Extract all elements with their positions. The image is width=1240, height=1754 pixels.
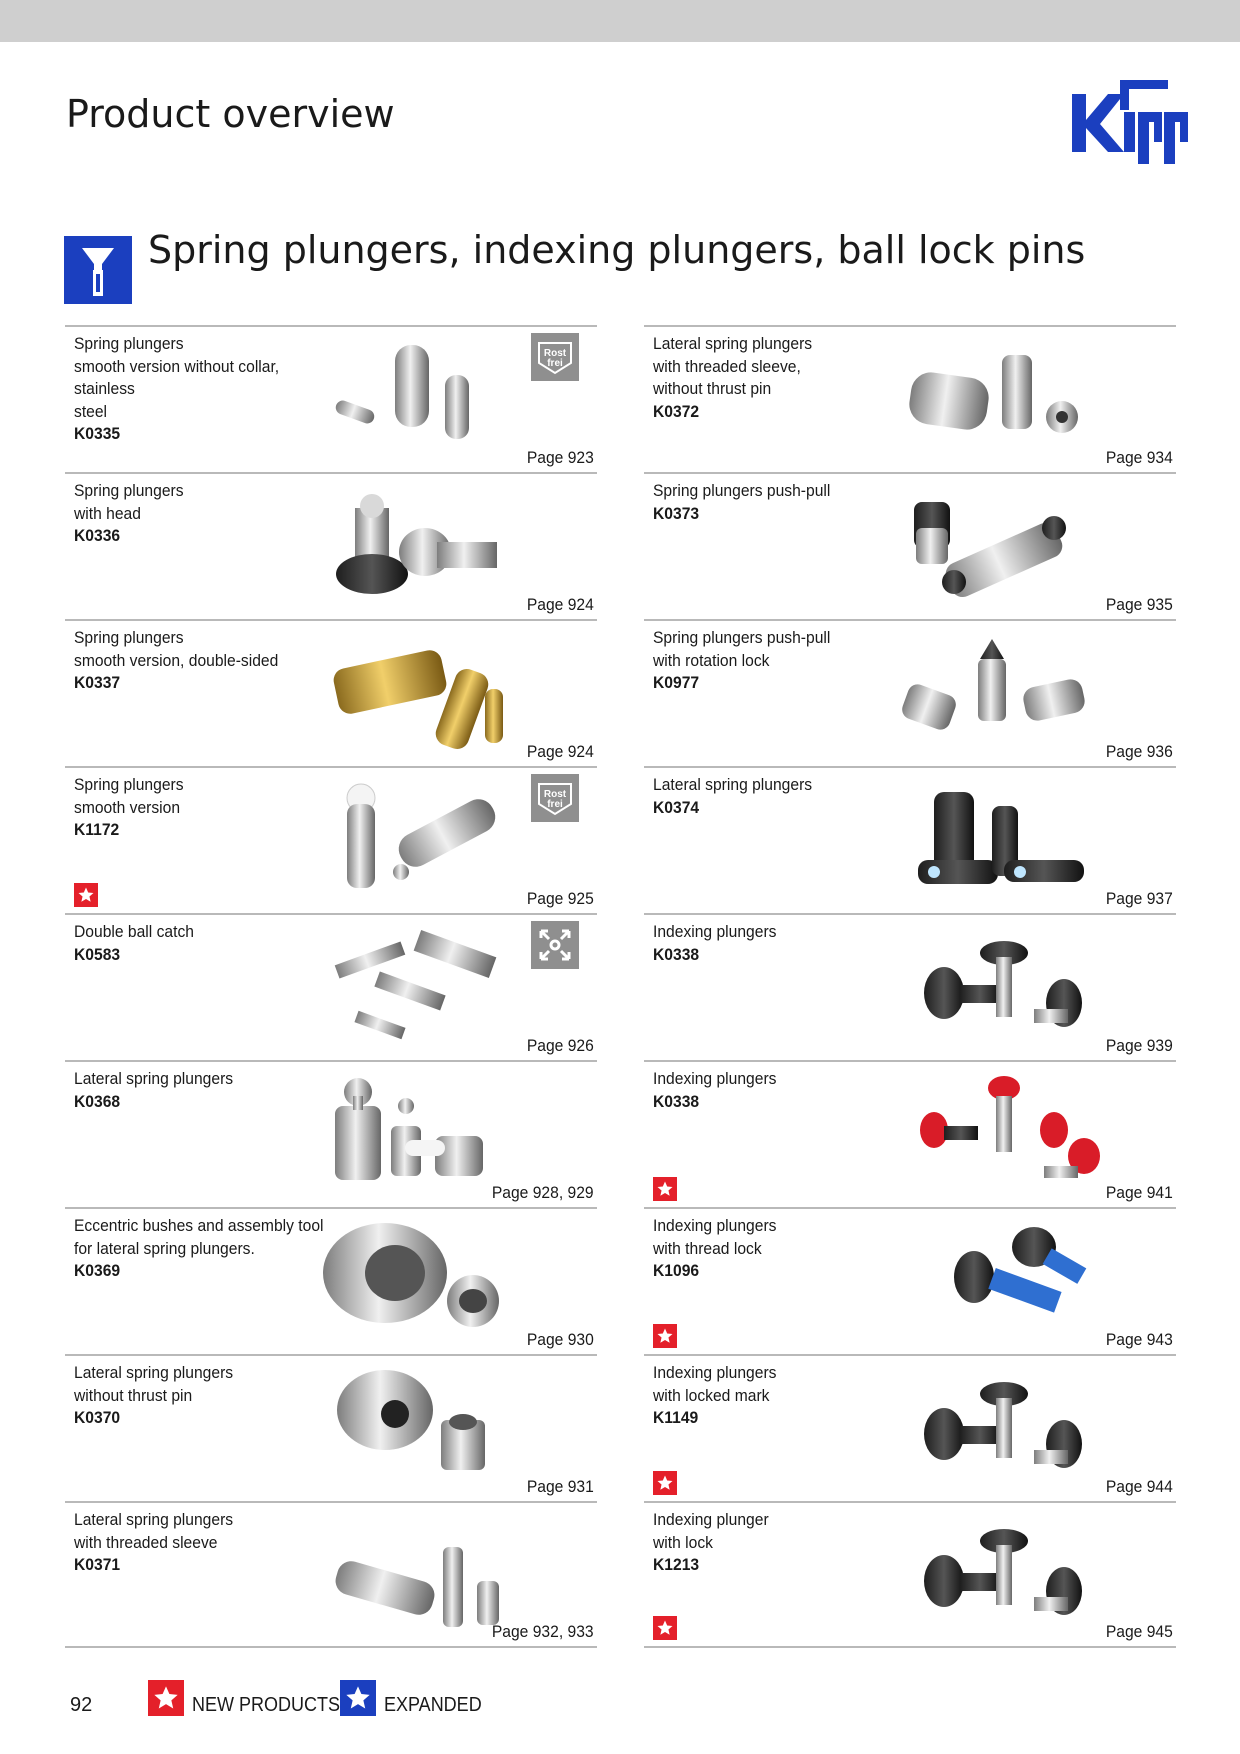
expand-arrows-icon xyxy=(531,921,579,969)
left-product-column xyxy=(65,325,597,1648)
product-code: K0374 xyxy=(653,797,700,817)
product-name-line: Spring plungers xyxy=(74,334,184,353)
product-entry xyxy=(65,913,597,1060)
new-products-star-icon xyxy=(148,1680,184,1716)
product-image xyxy=(874,1364,1124,1492)
product-code: K0372 xyxy=(653,401,700,421)
product-name-line: without thrust pin xyxy=(74,1385,193,1405)
new-product-star-icon xyxy=(653,1616,677,1640)
product-name-line: Indexing plungers xyxy=(653,1216,777,1235)
rostfrei-text-1: Rost xyxy=(543,789,567,800)
page-reference: Page 925 xyxy=(527,889,594,908)
product-name-line: Lateral spring plungers xyxy=(74,1510,234,1529)
product-name-line: with head xyxy=(74,503,141,523)
expanded-label: EXPANDED xyxy=(384,1694,482,1716)
product-code: K0583 xyxy=(74,944,121,964)
plunger-icon xyxy=(64,236,132,304)
right-product-column xyxy=(644,325,1176,1648)
product-name-line: Double ball catch xyxy=(74,922,194,941)
product-image xyxy=(295,923,545,1051)
page-reference: Page 937 xyxy=(1106,889,1173,908)
page-reference: Page 923 xyxy=(527,448,594,467)
product-image xyxy=(295,1364,545,1492)
page-reference: Page 928, 929 xyxy=(492,1183,594,1202)
product-entry xyxy=(65,619,597,766)
page-reference: Page 934 xyxy=(1106,448,1173,467)
product-entry xyxy=(65,1207,597,1354)
product-name-line: with thread lock xyxy=(653,1238,762,1258)
product-code: K1172 xyxy=(74,820,120,839)
new-product-star-icon xyxy=(74,883,98,907)
product-image xyxy=(874,1511,1124,1639)
product-name-line: Eccentric bushes and assembly tool xyxy=(74,1216,324,1235)
new-product-star-icon xyxy=(653,1324,677,1348)
product-entry xyxy=(644,1207,1176,1354)
footer xyxy=(0,1680,1240,1740)
product-image xyxy=(874,482,1124,610)
product-image xyxy=(295,629,545,757)
page-reference: Page 924 xyxy=(527,742,594,761)
expanded-star-icon xyxy=(340,1680,376,1716)
page-reference: Page 931 xyxy=(527,1477,594,1496)
product-entry xyxy=(644,1354,1176,1501)
product-code: K0368 xyxy=(74,1091,121,1111)
product-name-line: Indexing plunger xyxy=(653,1510,769,1529)
new-products-label: NEW PRODUCTS xyxy=(192,1694,341,1716)
rostfrei-text-2: frei xyxy=(547,358,563,369)
product-name-line: Lateral spring plungers xyxy=(74,1363,234,1382)
product-name-line: without thrust pin xyxy=(653,379,772,398)
product-image xyxy=(874,1070,1124,1198)
product-name-line: with threaded sleeve xyxy=(74,1532,218,1552)
product-image xyxy=(874,923,1124,1051)
product-entry xyxy=(65,766,597,913)
product-code: K0370 xyxy=(74,1408,121,1427)
product-name-line: for lateral spring plungers. xyxy=(74,1238,255,1258)
product-name-line: Spring plungers xyxy=(74,628,184,647)
product-entry xyxy=(65,1060,597,1207)
page-reference: Page 930 xyxy=(527,1330,594,1349)
product-code: K0371 xyxy=(74,1555,121,1574)
page-reference: Page 939 xyxy=(1106,1036,1173,1055)
product-name-line: Spring plungers xyxy=(74,481,184,500)
product-entry xyxy=(644,1060,1176,1207)
rostfrei-badge-icon xyxy=(531,774,579,822)
product-name-line: steel xyxy=(74,401,108,421)
product-code: K0369 xyxy=(74,1261,121,1280)
new-product-star-icon xyxy=(653,1471,677,1495)
product-code: K0337 xyxy=(74,673,121,692)
product-name-line: with locked mark xyxy=(653,1385,770,1405)
section-title: Spring plungers, indexing plungers, ball lock pins xyxy=(148,228,1086,272)
new-product-star-icon xyxy=(653,1177,677,1201)
product-entry xyxy=(644,1501,1176,1648)
product-name-line: Indexing plungers xyxy=(653,922,777,941)
page-reference: Page 943 xyxy=(1106,1330,1173,1349)
product-entry xyxy=(644,619,1176,766)
page-reference: Page 932, 933 xyxy=(492,1622,594,1641)
product-entry xyxy=(65,1354,597,1501)
product-image xyxy=(874,1217,1124,1345)
product-image xyxy=(295,776,545,904)
rostfrei-text-2: frei xyxy=(547,799,563,810)
product-name-line: Spring plungers push-pull xyxy=(653,628,831,647)
page-title: Product overview xyxy=(66,92,395,136)
product-name-line: smooth version xyxy=(74,797,181,817)
product-entry xyxy=(644,325,1176,472)
product-entry xyxy=(644,472,1176,619)
page-reference: Page 945 xyxy=(1106,1622,1173,1641)
rostfrei-text-1: Rost xyxy=(543,348,567,359)
product-name-line: Lateral spring plungers xyxy=(74,1069,234,1088)
product-code: K0338 xyxy=(653,944,700,964)
product-name-line: smooth version, double-sided xyxy=(74,650,279,670)
product-name-line: with lock xyxy=(653,1532,713,1552)
top-bar xyxy=(0,0,1240,42)
product-code: K1096 xyxy=(653,1261,700,1280)
product-name-line: Indexing plungers xyxy=(653,1363,777,1382)
product-entry xyxy=(644,766,1176,913)
product-name-line: Lateral spring plungers xyxy=(653,334,813,353)
product-name-line: with threaded sleeve, xyxy=(653,356,801,376)
product-entry xyxy=(65,325,597,472)
kipp-logo xyxy=(1068,74,1192,170)
page-reference: Page 936 xyxy=(1106,742,1173,761)
page-reference: Page 935 xyxy=(1106,595,1173,614)
product-image xyxy=(874,335,1124,463)
product-name-line: Spring plungers xyxy=(74,775,184,794)
product-entry xyxy=(65,1501,597,1648)
page-number: 92 xyxy=(70,1694,93,1716)
product-name-line: with rotation lock xyxy=(653,650,770,670)
page-reference: Page 944 xyxy=(1106,1477,1173,1496)
product-image xyxy=(295,1217,545,1345)
product-entry xyxy=(644,913,1176,1060)
product-image xyxy=(295,1070,545,1198)
product-code: K1213 xyxy=(653,1555,700,1574)
product-image xyxy=(874,629,1124,757)
product-image xyxy=(295,482,545,610)
product-image xyxy=(874,776,1124,904)
product-code: K0335 xyxy=(74,424,121,443)
product-image xyxy=(295,1511,545,1639)
product-entry xyxy=(65,472,597,619)
product-name-line: smooth version without collar, stainless xyxy=(74,356,280,398)
product-code: K1149 xyxy=(653,1408,699,1427)
product-image xyxy=(295,335,545,463)
product-name-line: Indexing plungers xyxy=(653,1069,777,1088)
product-code: K0338 xyxy=(653,1091,700,1111)
page-reference: Page 941 xyxy=(1106,1183,1173,1202)
product-name-line: Spring plungers push-pull xyxy=(653,481,831,500)
rostfrei-badge-icon xyxy=(531,333,579,381)
page-reference: Page 924 xyxy=(527,595,594,614)
page-reference: Page 926 xyxy=(527,1036,594,1055)
product-code: K0373 xyxy=(653,503,700,523)
product-code: K0977 xyxy=(653,673,700,692)
product-code: K0336 xyxy=(74,526,121,545)
product-name-line: Lateral spring plungers xyxy=(653,775,813,794)
